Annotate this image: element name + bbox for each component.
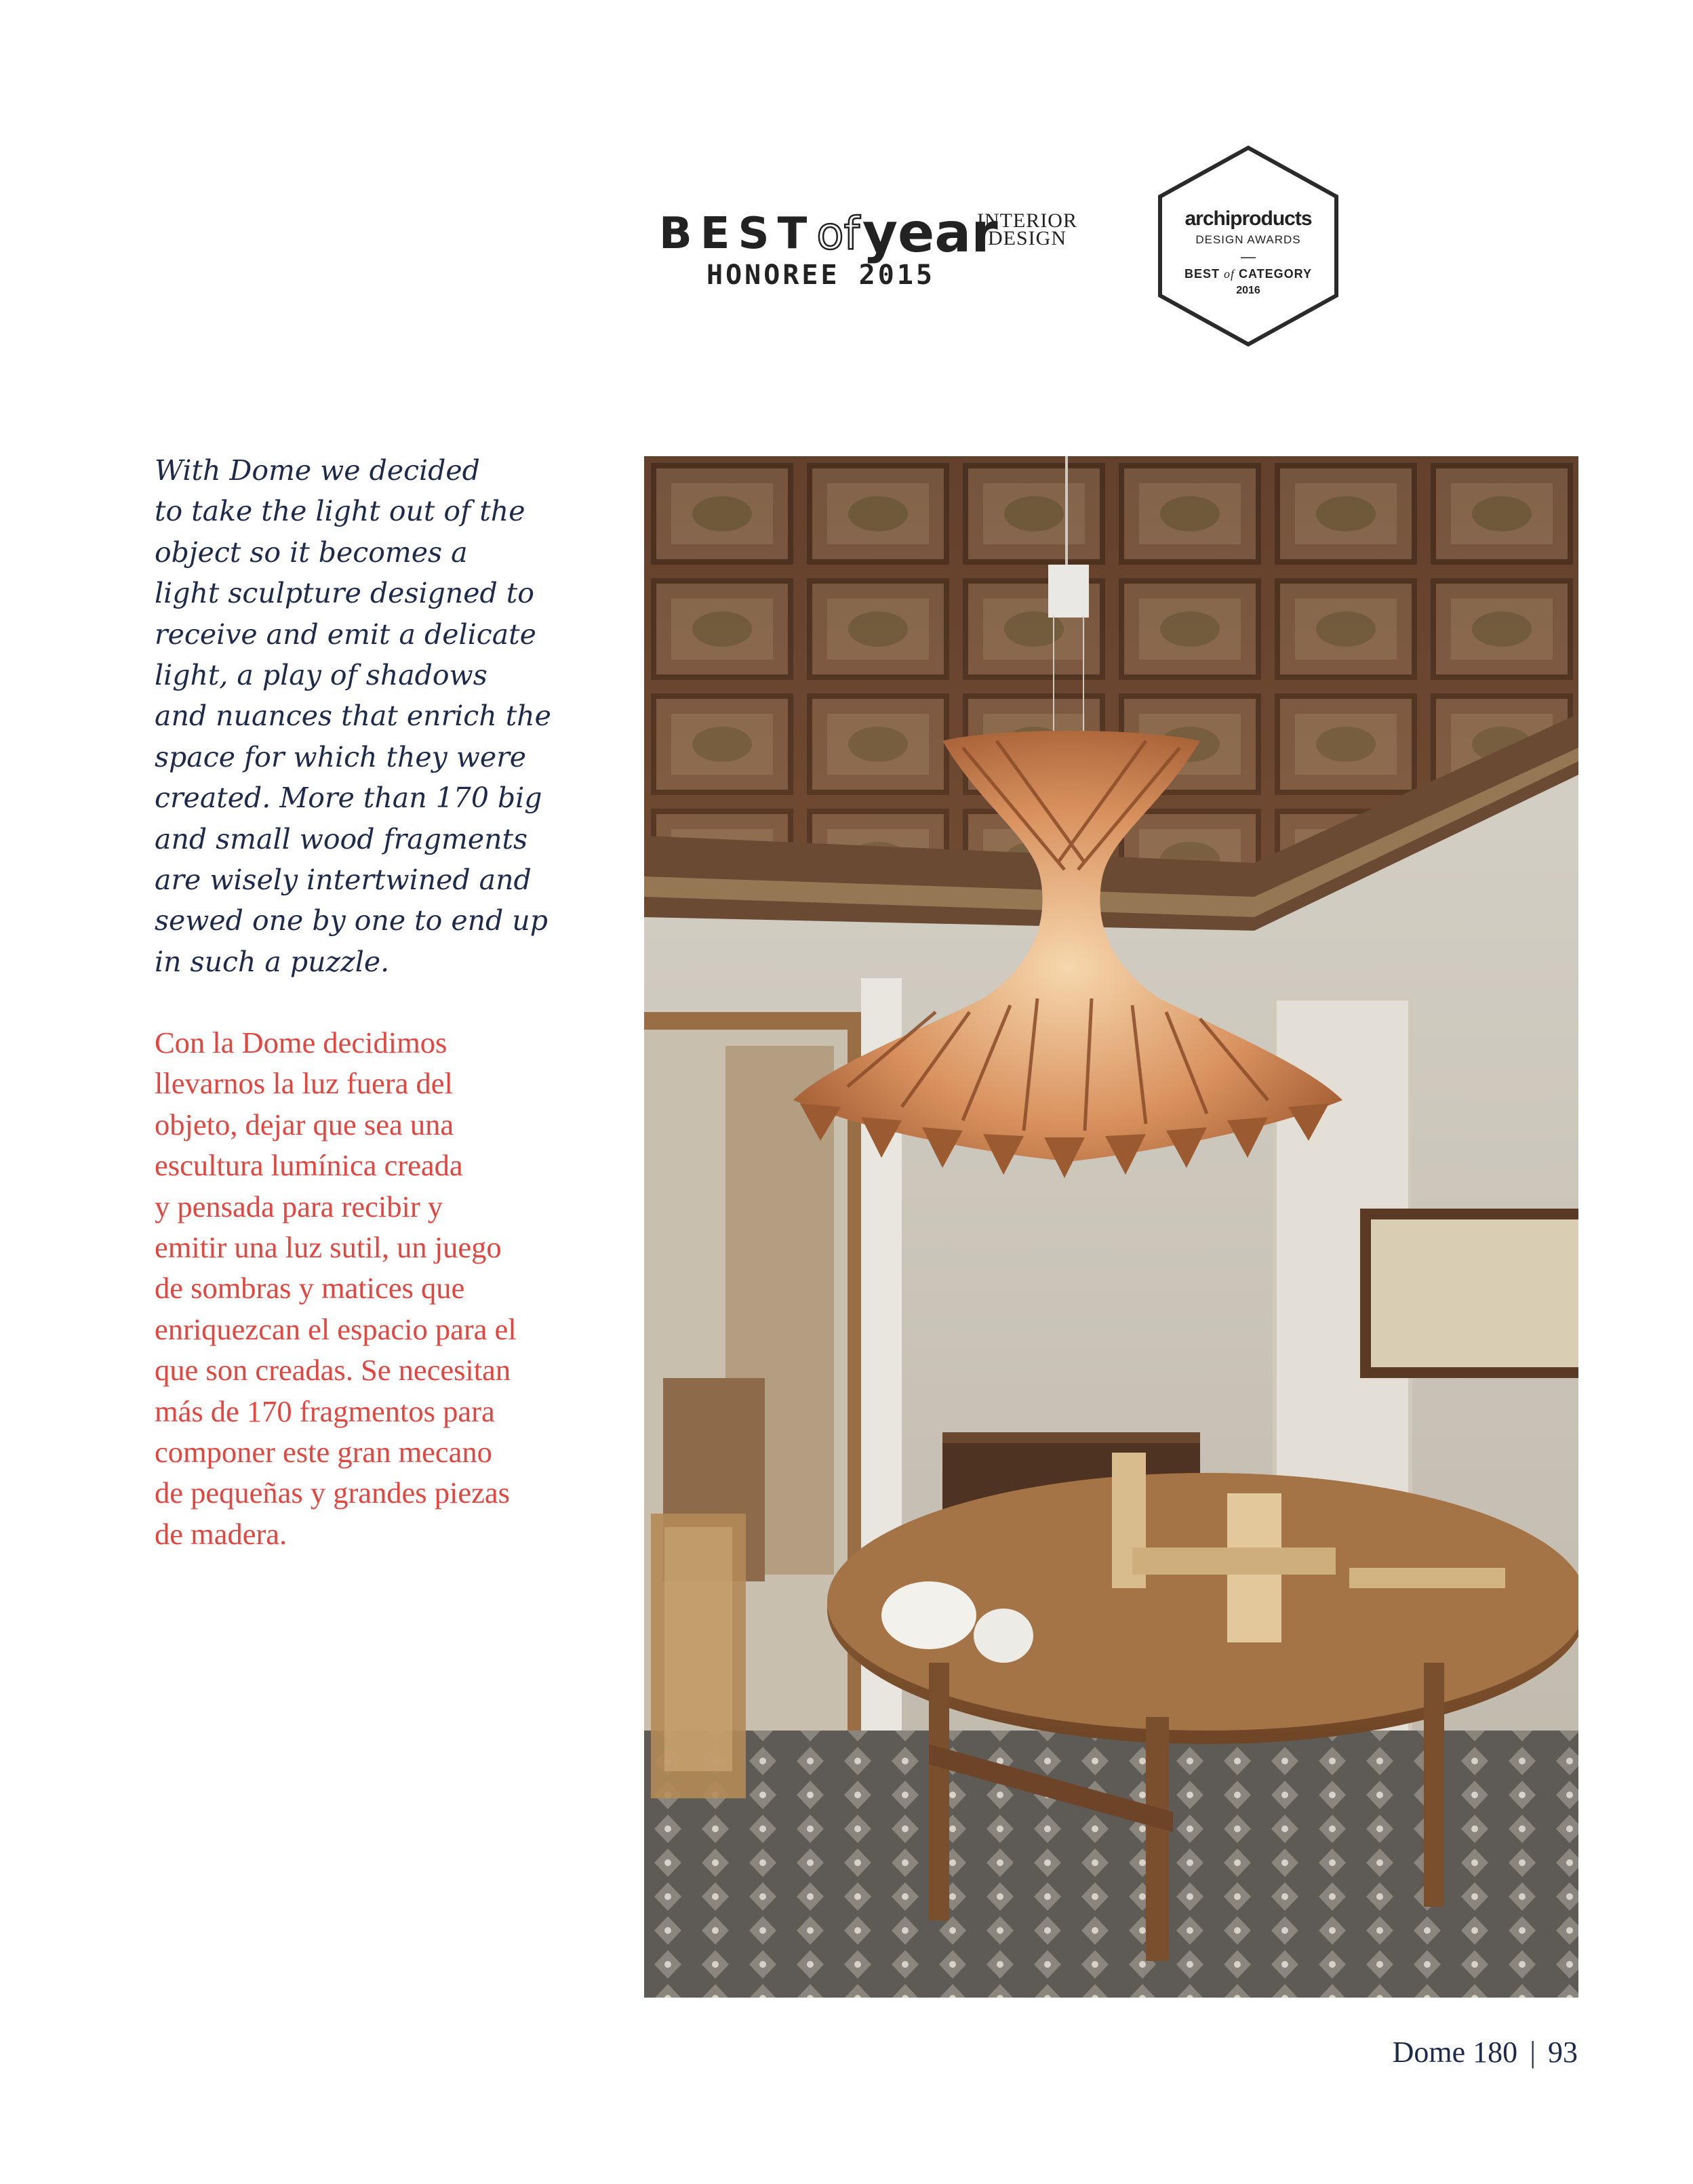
spanish-line: Con la Dome decidimos [155, 1026, 447, 1059]
boy-design-text: DESIGN [988, 227, 1067, 249]
best-of-year-award-logo [659, 201, 1079, 295]
spanish-paragraph [155, 1022, 656, 1554]
spanish-line: componer este gran mecano [155, 1435, 492, 1470]
archi-category-text: CATEGORY [1239, 267, 1313, 281]
interior-design-wordmark [970, 209, 1085, 249]
spanish-line: enriquezcan el espacio para el [155, 1312, 517, 1346]
spanish-line: y pensada para recibir y [155, 1189, 443, 1224]
boy-best-text: BEST [659, 209, 816, 259]
boy-of-text: of [816, 207, 860, 260]
spanish-line: que son creadas. Se necesitan [155, 1353, 511, 1388]
archi-year-text: 2016 [1236, 285, 1260, 296]
photo-illustration [644, 456, 1578, 1998]
spanish-line: emitir una luz sutil, un juego [155, 1230, 502, 1265]
english-line: and nuances that enrich the [155, 700, 551, 733]
spanish-line: llevarnos la luz fuera del [155, 1066, 453, 1101]
spanish-line: más de 170 fragmentos para [155, 1394, 495, 1428]
spanish-line: objeto, dejar que sea una [155, 1107, 454, 1141]
archi-dash-text: — [1241, 248, 1256, 265]
archi-brand-text: archiproducts [1184, 207, 1312, 230]
boy-honoree-text: HONOREE 2015 [706, 260, 935, 291]
archiproducts-award-badge [1153, 142, 1344, 350]
english-line: sewed one by one to end up [155, 904, 548, 937]
english-line: are wisely intertwined and [155, 864, 532, 897]
footer-separator: | [1530, 2036, 1536, 2069]
best-of-year-wordmark [659, 201, 998, 264]
page-number: 93 [1548, 2036, 1578, 2069]
archi-best-of-category [1153, 267, 1344, 281]
english-line: receive and emit a delicate [155, 618, 536, 651]
page-footer [1393, 2035, 1578, 2069]
english-line: light, a play of shadows [155, 659, 487, 692]
english-line: to take the light out of the [155, 495, 525, 528]
spanish-line: escultura lumínica creada [155, 1148, 463, 1183]
boy-year-text: year [862, 201, 998, 264]
product-name: Dome 180 [1392, 2036, 1518, 2069]
spanish-line: de madera. [155, 1516, 287, 1551]
english-line: and small wood fragments [155, 822, 528, 855]
boy-interior-text: INTERIOR [977, 209, 1077, 232]
english-line: in such a puzzle. [155, 945, 390, 978]
spanish-line: de pequeñas y grandes piezas [155, 1476, 510, 1510]
archi-awards-text: DESIGN AWARDS [1195, 233, 1301, 246]
english-line: space for which they were [155, 740, 527, 773]
english-paragraph [155, 450, 656, 982]
english-line: created. More than 170 big [155, 782, 542, 815]
archi-of-text: of [1223, 267, 1235, 281]
english-line: With Dome we decided [155, 454, 480, 487]
english-line: object so it becomes a [155, 535, 468, 569]
english-line: light sculpture designed to [155, 577, 534, 610]
spanish-line: de sombras y matices que [155, 1271, 465, 1306]
archi-best-text: BEST [1184, 267, 1220, 281]
dome-lamp-room-photo [644, 456, 1578, 1998]
